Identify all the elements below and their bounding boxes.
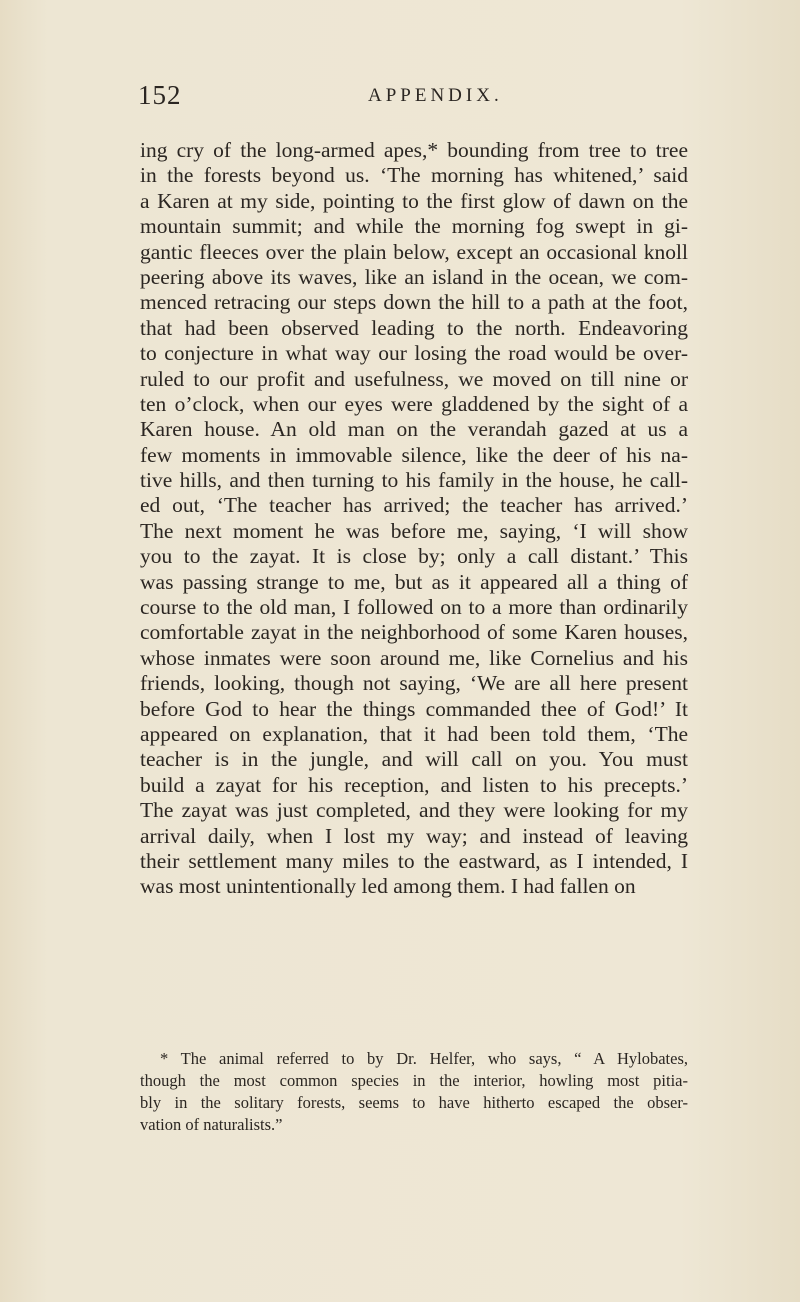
body-line: tive hills, and then turning to his family in the house, he call- xyxy=(140,468,688,493)
page-header xyxy=(138,80,678,120)
body-line: Karen house. An old man on the verandah gazed at us a xyxy=(140,417,688,442)
body-line: course to the old man, I followed on to a more than ordinarily xyxy=(140,595,688,620)
body-line: ed out, ‘The teacher has arrived; the teacher has arrived.’ xyxy=(140,493,688,518)
body-line: few moments in immovable silence, like the deer of his na- xyxy=(140,442,688,467)
body-line: mountain summit; and while the morning fog swept in gi- xyxy=(140,214,688,239)
body-line: ing cry of the long-armed apes,* bounding from tree to tree xyxy=(140,138,688,162)
body-line: menced retracing our steps down the hill to a path at the foot, xyxy=(140,290,688,315)
body-line: appeared on explanation, that it had been told them, ‘The xyxy=(140,721,688,746)
body-line: peering above its waves, like an island in the ocean, we com- xyxy=(140,264,688,289)
running-head: APPENDIX. xyxy=(368,85,503,106)
body-line: ruled to our profit and usefulness, we moved on till nine or xyxy=(140,366,688,391)
body-line: build a zayat for his reception, and listen to his precepts.’ xyxy=(140,772,688,797)
body-line: to conjecture in what way our losing the road would be over- xyxy=(140,341,688,366)
body-line: was passing strange to me, but as it appeared all a thing of xyxy=(140,569,688,594)
footnote-line: bly in the solitary forests, seems to have hitherto escaped the obser- xyxy=(140,1093,688,1112)
body-line: you to the zayat. It is close by; only a call distant.’ This xyxy=(140,544,688,569)
body-line: teacher is in the jungle, and will call on you. You must xyxy=(140,747,688,772)
body-text xyxy=(140,138,688,900)
body-line: before God to hear the things commanded thee of God!’ It xyxy=(140,696,688,721)
page-number: 152 xyxy=(138,80,182,110)
body-line: a Karen at my side, pointing to the first glow of dawn on the xyxy=(140,188,688,213)
body-line: their settlement many miles to the eastward, as I intended, I xyxy=(140,848,688,873)
body-line: that had been observed leading to the north. Endeavoring xyxy=(140,315,688,340)
body-line: arrival daily, when I lost my way; and instead of leaving xyxy=(140,823,688,848)
body-line: friends, looking, though not saying, ‘We are all here present xyxy=(140,671,688,696)
footnote-line: though the most common species in the interior, howling most pitia- xyxy=(140,1071,688,1090)
body-line: whose inmates were soon around me, like Cornelius and his xyxy=(140,645,688,670)
body-line: in the forests beyond us. ‘The morning has whitened,’ said xyxy=(140,163,688,188)
body-line: was most unintentionally led among them. I had fallen on xyxy=(140,874,636,899)
footnote xyxy=(140,1048,688,1136)
body-line: The next moment he was before me, saying, ‘I will show xyxy=(140,518,688,543)
body-line: ten o’clock, when our eyes were gladdened by the sight of a xyxy=(140,391,688,416)
body-line: comfortable zayat in the neighborhood of some Karen houses, xyxy=(140,620,688,645)
footnote-line: vation of naturalists.” xyxy=(140,1115,283,1134)
footnote-line: * The animal referred to by Dr. Helfer, who says, “ A Hylobates, xyxy=(160,1049,688,1068)
body-line: The zayat was just completed, and they were looking for my xyxy=(140,798,688,823)
body-line: gantic fleeces over the plain below, except an occasional knoll xyxy=(140,239,688,264)
